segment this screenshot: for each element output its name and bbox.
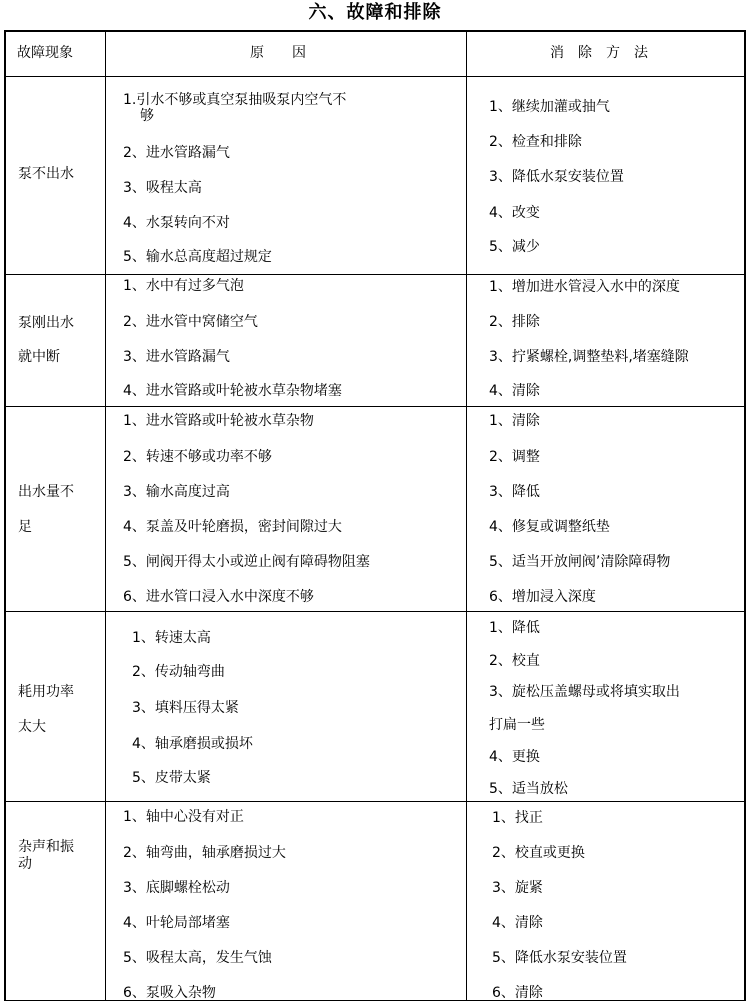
remedy-item: 打扁一些 bbox=[489, 717, 545, 733]
header-cause: 原 因 bbox=[250, 45, 306, 61]
remedy-item: 2、校直或更换 bbox=[492, 845, 585, 861]
remedy-item: 6、清除 bbox=[492, 985, 543, 1001]
symptom-label: 太大 bbox=[18, 719, 46, 735]
remedy-item: 3、降低水泵安装位置 bbox=[489, 169, 624, 185]
cause-item: 1.引水不够或真空泵抽吸泵内空气不 bbox=[123, 92, 347, 108]
row-divider bbox=[6, 406, 744, 407]
remedy-item: 1、清除 bbox=[489, 413, 540, 429]
troubleshooting-table bbox=[4, 30, 746, 1001]
cause-item: 6、泵吸入杂物 bbox=[123, 985, 216, 1001]
cause-item: 4、水泵转向不对 bbox=[123, 215, 230, 231]
remedy-item: 5、适当开放闸阀’清除障碍物 bbox=[489, 554, 671, 570]
cause-item: 6、进水管口浸入水中深度不够 bbox=[123, 589, 314, 605]
page-title: 六、故障和排除 bbox=[308, 2, 442, 23]
remedy-item: 5、降低水泵安装位置 bbox=[492, 950, 627, 966]
symptom-label: 出水量不 bbox=[18, 484, 74, 500]
row-divider bbox=[6, 611, 744, 612]
row-divider bbox=[6, 76, 744, 77]
remedy-item: 2、调整 bbox=[489, 449, 540, 465]
remedy-item: 1、找正 bbox=[492, 810, 543, 826]
remedy-item: 4、修复或调整纸垫 bbox=[489, 519, 610, 535]
remedy-item: 3、拧紧螺栓,调整垫料,堵塞缝隙 bbox=[489, 349, 689, 365]
symptom-label: 泵刚出水 bbox=[18, 315, 74, 331]
remedy-item: 2、校直 bbox=[489, 653, 540, 669]
cause-item: 3、进水管路漏气 bbox=[123, 349, 230, 365]
remedy-item: 2、排除 bbox=[489, 314, 540, 330]
cause-item: 够 bbox=[140, 108, 154, 124]
column-divider bbox=[105, 32, 106, 1000]
remedy-item: 4、更换 bbox=[489, 749, 540, 765]
cause-item: 2、进水管中窝储空气 bbox=[123, 314, 258, 330]
remedy-item: 3、旋紧 bbox=[492, 880, 543, 896]
remedy-item: 1、继续加灌或抽气 bbox=[489, 99, 610, 115]
remedy-item: 5、减少 bbox=[489, 239, 540, 255]
cause-item: 5、闸阀开得太小或逆止阀有障碍物阻塞 bbox=[123, 554, 370, 570]
cause-item: 5、吸程太高，发生气蚀 bbox=[123, 950, 272, 966]
remedy-item: 4、清除 bbox=[489, 383, 540, 399]
cause-item: 3、底脚螺栓松动 bbox=[123, 880, 230, 896]
symptom-label: 就中断 bbox=[18, 349, 60, 365]
cause-item: 2、进水管路漏气 bbox=[123, 145, 230, 161]
remedy-item: 4、清除 bbox=[492, 915, 543, 931]
cause-item: 1、轴中心没有对正 bbox=[123, 809, 244, 825]
remedy-item: 6、增加浸入深度 bbox=[489, 589, 596, 605]
remedy-item: 3、降低 bbox=[489, 484, 540, 500]
remedy-item: 4、改变 bbox=[489, 205, 540, 221]
cause-item: 1、进水管路或叶轮被水草杂物 bbox=[123, 413, 314, 429]
cause-item: 1、转速太高 bbox=[132, 630, 211, 646]
cause-item: 4、泵盖及叶轮磨损，密封间隙过大 bbox=[123, 519, 342, 535]
remedy-item: 2、检查和排除 bbox=[489, 134, 582, 150]
remedy-item: 1、增加进水管浸入水中的深度 bbox=[489, 279, 680, 295]
symptom-label: 动 bbox=[18, 856, 32, 872]
cause-item: 2、转速不够或功率不够 bbox=[123, 449, 272, 465]
cause-item: 2、轴弯曲，轴承磨损过大 bbox=[123, 845, 286, 861]
header-symptom: 故障现象 bbox=[17, 45, 73, 61]
remedy-item: 1、降低 bbox=[489, 620, 540, 636]
symptom-label: 足 bbox=[18, 519, 32, 535]
row-divider bbox=[6, 274, 744, 275]
cause-item: 3、填料压得太紧 bbox=[132, 700, 239, 716]
cause-item: 1、水中有过多气泡 bbox=[123, 278, 244, 294]
cause-item: 3、输水高度过高 bbox=[123, 484, 230, 500]
cause-item: 4、叶轮局部堵塞 bbox=[123, 915, 230, 931]
cause-item: 3、吸程太高 bbox=[123, 180, 202, 196]
symptom-label: 杂声和振 bbox=[18, 839, 74, 855]
cause-item: 5、输水总高度超过规定 bbox=[123, 249, 272, 265]
cause-item: 5、皮带太紧 bbox=[132, 770, 211, 786]
cause-item: 2、传动轴弯曲 bbox=[132, 664, 225, 680]
cause-item: 4、轴承磨损或损坏 bbox=[132, 736, 253, 752]
header-remedy: 消 除 方 法 bbox=[550, 45, 648, 61]
symptom-label: 泵不出水 bbox=[18, 166, 74, 182]
column-divider bbox=[466, 32, 467, 1000]
row-divider bbox=[6, 801, 744, 802]
cause-item: 4、进水管路或叶轮被水草杂物堵塞 bbox=[123, 383, 342, 399]
remedy-item: 5、适当放松 bbox=[489, 781, 568, 797]
symptom-label: 耗用功率 bbox=[18, 684, 74, 700]
remedy-item: 3、旋松压盖螺母或将填实取出 bbox=[489, 684, 680, 700]
